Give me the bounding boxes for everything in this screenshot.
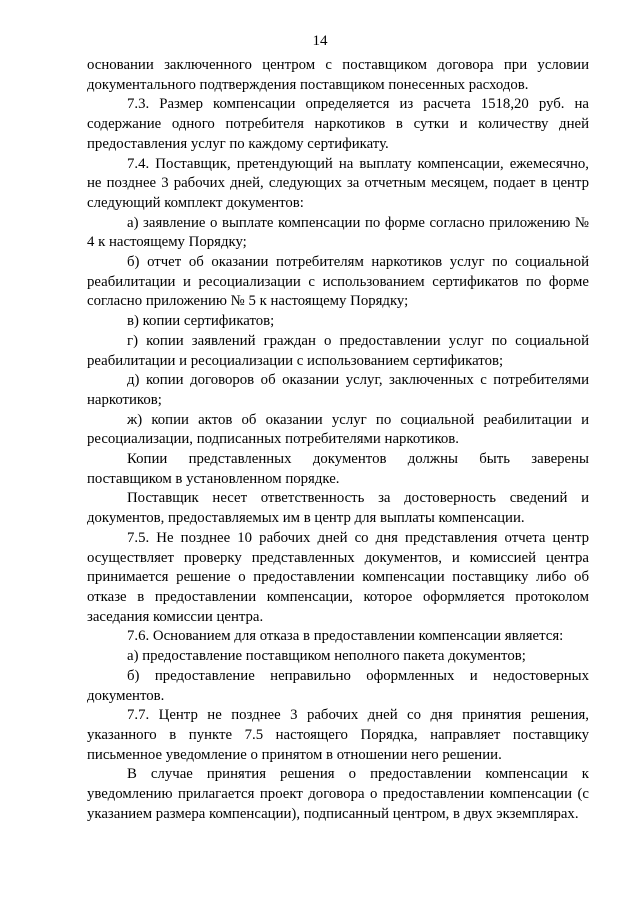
list-item: г) копии заявлений граждан о предоставлении услуг по социальной реабилитации и ресоциализации с использованием сертификатов;	[87, 332, 589, 369]
paragraph: 7.6. Основанием для отказа в предоставлении компенсации является:	[127, 628, 564, 645]
paragraph: 7.7. Центр не позднее 3 рабочих дней со дня принятия решения, указанного в пункте 7.5 настоящего Порядка, направляет поставщику письменное уведомление о принятом в отношении него решении.	[87, 707, 589, 763]
list-item: б) предоставление неправильно оформленных и недостоверных документов.	[87, 667, 589, 704]
paragraph: 7.5. Не позднее 10 рабочих дней со дня представления отчета центр осуществляет проверку представленных документов, и комиссией центра принимается решение о предоставлении компенсации поставщику либо об отказе в предоставлении компенсации, которое оформляется протоколом заседания комиссии центра.	[87, 529, 589, 625]
paragraph: В случае принятия решения о предоставлении компенсации к уведомлению прилагается проект договора о предоставлении компенсации (с указанием размера компенсации), подписанный центром, в двух экземплярах.	[87, 766, 589, 822]
list-item: а) заявление о выплате компенсации по форме согласно приложению № 4 к настоящему Порядку;	[87, 214, 589, 251]
list-item: б) отчет об оказании потребителям наркотиков услуг по социальной реабилитации и ресоциализации с использованием сертификатов по форме согласно приложению № 5 к настоящему Порядку;	[87, 254, 589, 310]
paragraph: 7.4. Поставщик, претендующий на выплату компенсации, ежемесячно, не позднее 3 рабочих дней, следующих за отчетным месяцем, подает в центр следующий комплект документов:	[87, 155, 589, 211]
list-item: а) предоставление поставщиком неполного пакета документов;	[127, 648, 526, 665]
document-body	[87, 56, 589, 824]
paragraph: 7.3. Размер компенсации определяется из расчета 1518,20 руб. на содержание одного потребителя наркотиков в сутки и количеству дней предоставления услуг по каждому сертификату.	[87, 96, 589, 152]
paragraph: Копии представленных документов должны быть заверены поставщиком в установленном порядке.	[87, 451, 589, 487]
page-number: 14	[312, 33, 328, 49]
paragraph: основании заключенного центром с поставщиком договора при условии документального подтверждения поставщиком понесенных расходов.	[87, 57, 589, 93]
paragraph: Поставщик несет ответственность за достоверность сведений и документов, предоставляемых им в центр для выплаты компенсации.	[87, 490, 589, 527]
list-item: в) копии сертификатов;	[127, 313, 275, 330]
list-item: д) копии договоров об оказании услуг, заключенных с потребителями наркотиков;	[87, 372, 589, 408]
list-item: ж) копии актов об оказании услуг по социальной реабилитации и ресоциализации, подписанных потребителями наркотиков.	[87, 411, 589, 448]
